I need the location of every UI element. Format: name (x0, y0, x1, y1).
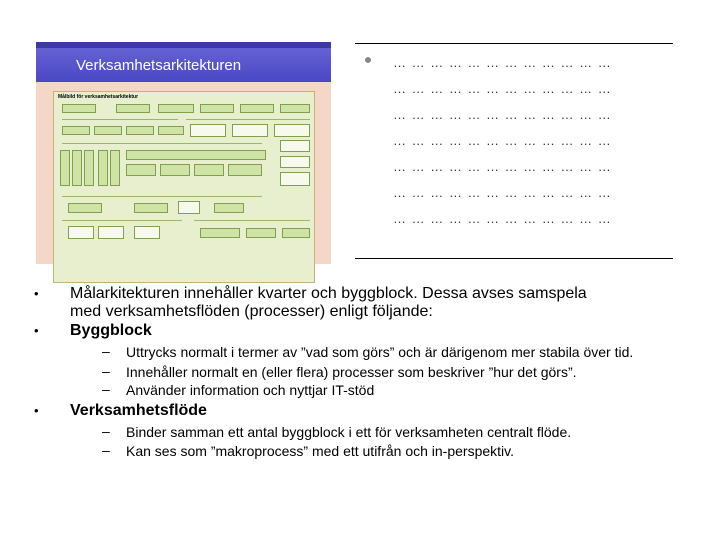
dash-marker: – (102, 363, 110, 379)
thumbnail-header (36, 42, 331, 82)
diagram-line (62, 119, 178, 120)
bullet-text-architecture: Målarkitekturen innehåller kvarter och byggblock. Dessa avses samspela (70, 285, 587, 302)
byggblock-item: Uttrycks normalt i termer av ”vad som görs” och är därigenom mer stabila över tid. (126, 344, 634, 360)
diagram-block (62, 104, 96, 113)
flode-item: Binder samman ett antal byggblock i ett för verksamheten centralt flöde. (126, 424, 572, 440)
diagram-block (94, 126, 122, 135)
bullet-marker: • (34, 286, 39, 301)
diagram-block (134, 203, 168, 213)
diagram-line (62, 143, 262, 144)
placeholder-bullet (365, 57, 371, 63)
diagram-block (280, 104, 310, 113)
diagram-block (190, 124, 226, 137)
diagram-block (232, 124, 268, 137)
diagram-block (228, 164, 262, 176)
placeholder-line: … … … … … … … … … … … … (393, 211, 612, 226)
diagram-block (84, 150, 94, 186)
diagram-block (214, 203, 244, 213)
diagram-block (280, 172, 310, 186)
flode-item: Kan ses som ”makroprocess” med ett utifrån och in-perspektiv. (126, 443, 515, 459)
diagram-block (116, 104, 150, 113)
dash-marker: – (102, 442, 110, 458)
diagram-block (274, 124, 310, 137)
bullet-marker: • (34, 403, 39, 418)
diagram-block (72, 150, 82, 186)
placeholder-line: … … … … … … … … … … … … (393, 159, 612, 174)
diagram-line (62, 196, 262, 197)
placeholder-line: … … … … … … … … … … … … (393, 107, 612, 122)
bullet-text-architecture-cont: med verksamhetsflöden (processer) enligt följande: (70, 303, 433, 320)
diagram-line (186, 119, 310, 120)
diagram-block (126, 164, 156, 176)
architecture-thumbnail (36, 42, 331, 264)
diagram-panel (53, 91, 315, 283)
diagram-block (62, 126, 90, 135)
diagram-line (62, 220, 182, 221)
diagram-block (194, 164, 224, 176)
placeholder-line: … … … … … … … … … … … … (393, 185, 612, 200)
diagram-block (126, 150, 266, 160)
diagram-block (126, 126, 154, 135)
diagram-line (194, 220, 310, 221)
placeholder-line: … … … … … … … … … … … … (393, 55, 612, 70)
diagram-block (246, 228, 276, 238)
bullet-heading-flode: Verksamhetsflöde (70, 402, 207, 419)
diagram-block (200, 104, 234, 113)
diagram-block (178, 201, 200, 214)
diagram-block (134, 226, 160, 239)
diagram-block (280, 140, 310, 152)
diagram-block (240, 104, 274, 113)
diagram-block (280, 156, 310, 168)
dash-marker: – (102, 381, 110, 397)
diagram-block (110, 150, 120, 186)
bullet-marker: • (34, 323, 39, 338)
diagram-block (158, 104, 194, 113)
thumbnail-title: Verksamhetsarkitekturen (76, 57, 242, 74)
top-rule (355, 43, 673, 44)
dash-marker: – (102, 343, 110, 359)
diagram-block (282, 228, 310, 238)
diagram-block (60, 150, 70, 186)
diagram-block (68, 203, 102, 213)
dash-marker: – (102, 423, 110, 439)
diagram-block (160, 164, 190, 176)
diagram-block (200, 228, 240, 238)
diagram-caption: Målbild för verksamhetsarkitektur (58, 94, 139, 100)
diagram-block (98, 226, 124, 239)
diagram-block (98, 150, 108, 186)
diagram-block (68, 226, 94, 239)
bullet-heading-byggblock: Byggblock (70, 322, 152, 339)
placeholder-line: … … … … … … … … … … … … (393, 133, 612, 148)
diagram-block (158, 126, 184, 135)
bottom-rule (355, 258, 673, 259)
byggblock-item: Innehåller normalt en (eller flera) processer som beskriver ”hur det görs”. (126, 364, 577, 380)
byggblock-item: Använder information och nyttjar IT-stöd (126, 382, 375, 398)
placeholder-line: … … … … … … … … … … … … (393, 81, 612, 96)
thumbnail-header-bar (36, 42, 331, 48)
